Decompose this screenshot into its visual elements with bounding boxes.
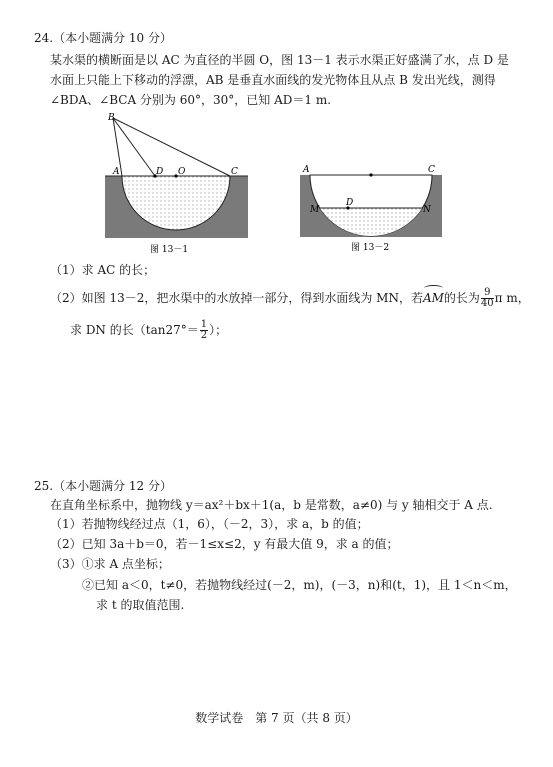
- label-b: B: [108, 113, 115, 123]
- q25-part3-2-line2: 求 t 的取值范围.: [96, 598, 185, 612]
- label-d: D: [346, 198, 354, 208]
- label-a: A: [303, 165, 310, 175]
- label-o: O: [178, 167, 186, 177]
- figure-13-1-caption: 图 13－1: [150, 245, 189, 255]
- q25-part3-2-line1: ②已知 a＜0，t≠0，若抛物线经过(－2，m)，(－3，n)和(t，1)，且 1＜n＜m，: [82, 578, 517, 592]
- label-d: D: [156, 167, 164, 177]
- label-n: N: [423, 205, 431, 215]
- q25-part3: （3）①求 A 点坐标；: [50, 557, 170, 571]
- label-c: C: [428, 165, 435, 175]
- q25-part2: （2）已知 3a＋b＝0，若－1≤x≤2，y 有最大值 9，求 a 的值；: [50, 537, 399, 551]
- fraction-9-40: $\frac{9}{40}$: [480, 287, 494, 309]
- label-a: A: [113, 167, 120, 177]
- q25-part1: （1）若抛物线经过点（1，6），（－2，3），求 a，b 的值；: [50, 517, 369, 531]
- figure-13-2: [295, 160, 455, 255]
- q24-intro-line3: ∠BDA、∠BCA 分别为 60°，30°，已知 AD＝1 m.: [50, 93, 332, 107]
- q24-number: 24.: [34, 31, 54, 45]
- q24-part2-line1: （2）如图 13－2，把水渠中的水放掉一部分，得到水面线为 MN，若AM的长为 $\frac{9}{40}$ π m，: [50, 287, 530, 309]
- q24-intro-line2: 水面上只能上下移动的浮漂，AB 是垂直水面线的发光物体且从点 B 发出光线，测得: [50, 73, 496, 87]
- fraction-1-2: $\frac{1}{2}$: [200, 319, 208, 341]
- arc-am: AM: [423, 288, 444, 308]
- q25-heading: [34, 478, 172, 494]
- q24-score: （本小题满分 10 分）: [53, 31, 172, 45]
- q24-intro-line1: 某水渠的横断面是以 AC 为直径的半圆 O，图 13－1 表示水渠正好盛满了水，点 D 是: [50, 53, 509, 67]
- q24-heading: [34, 30, 172, 46]
- page-footer: 数学试卷 第 7 页（共 8 页）: [195, 711, 358, 725]
- q24-part2-line2: 求 DN 的长（tan27°＝ $\frac{1}{2}$ ）；: [70, 319, 228, 341]
- q25-number: 25.: [34, 479, 54, 493]
- label-c: C: [231, 167, 238, 177]
- q24-part1: （1）求 AC 的长；: [50, 263, 156, 277]
- label-m: M: [310, 205, 320, 215]
- q25-score: （本小题满分 12 分）: [53, 479, 172, 493]
- segment-bc: [113, 118, 230, 176]
- figure-13-2-caption: 图 13－2: [351, 243, 390, 253]
- figure-13-1: [100, 108, 260, 258]
- center-point: [369, 173, 372, 176]
- q25-intro: 在直角坐标系中，抛物线 y＝ax²＋bx＋1(a，b 是常数，a≠0) 与 y 轴相交于 A 点.: [50, 498, 493, 512]
